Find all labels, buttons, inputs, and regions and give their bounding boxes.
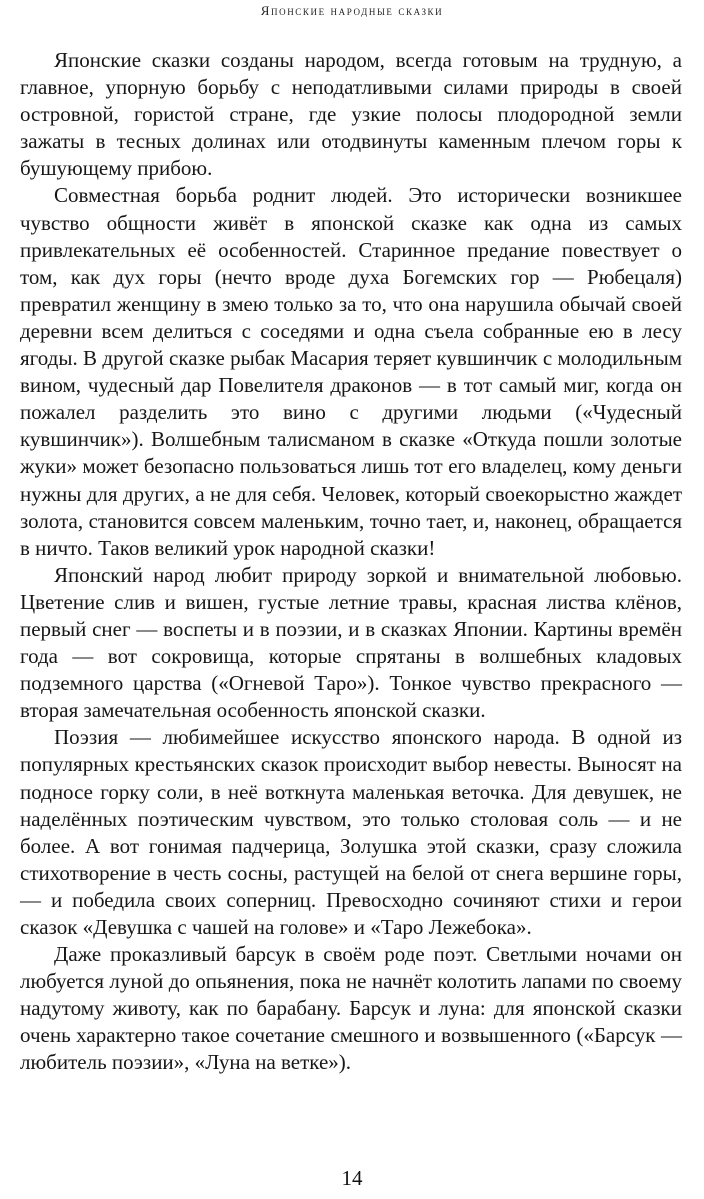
- page-number: 14: [341, 1166, 363, 1190]
- paragraph: Японские сказки созданы народом, всегда готовым на трудную, а главное, упорную борьбу с неподатливыми силами природы в своей островной, гористой стране, где узкие полосы плодородной земли зажаты в тесных долинах или отодвинуты каменным плечом горы к бушующему прибою.: [20, 48, 682, 181]
- paragraph: Поэзия — любимейшее искусство японского народа. В одной из популярных крестьянских сказок происходит выбор невесты. Выносят на подносе горку соли, в неё воткнута маленькая веточка. Для девушек, не наделённых поэтическим чувством, это только столовая соль — и не более. А вот гонимая падчерица, Золушка этой сказки, сразу сложила стихотворение в честь сосны, растущей на белой от снега вершине горы, — и победила своих соперниц. Превосходно сочиняют стихи и герои сказок «Девушка с чашей на голове» и «Таро Лежебока».: [20, 725, 682, 939]
- paragraph: Совместная борьба роднит людей. Это исторически возникшее чувство общности живёт в японской сказке как одна из самых привлекательных её особенностей. Старинное предание повествует о том, как дух горы (нечто вроде духа Богемских гор — Рюбецаля) превратил женщину в змею только за то, что она нарушила обычай своей деревни всем делиться с соседями и одна съела собранные ею в лесу ягоды. В другой сказке рыбак Масария теряет кувшинчик с молодильным вином, чудесный дар Повелителя драконов — в тот самый миг, когда он пожалел разделить это вино с другими людьми («Чудесный кувшинчик»). Волшебным талисманом в сказке «Откуда пошли золотые жуки» может безопасно пользоваться лишь тот его владелец, кому деньги нужны для других, а не для себя. Человек, который своекорыстно жаждет золота, становится совсем маленьким, точно тает, и, наконец, обращается в ничто. Таков великий урок народной сказки!: [20, 183, 682, 560]
- paragraph: Японский народ любит природу зоркой и внимательной любовью. Цветение слив и вишен, густые летние травы, красная листва клёнов, первый снег — воспеты и в поэзии, и в сказках Японии. Картины времён года — вот сокровища, которые спрятаны в волшебных кладовых подземного царства («Огневой Таро»). Тонкое чувство прекрасного — вторая замечательная особенность японской сказки.: [20, 562, 682, 723]
- paragraph: Даже проказливый барсук в своём роде поэт. Светлыми ночами он любуется луной до опьянения, пока не начнёт колотить лапами по своему надутому животу, как по барабану. Барсук и луна: для японской сказки очень характерно такое сочетание смешного и возвышенного («Барсук — любитель поэзии», «Луна на ветке»).: [20, 942, 682, 1075]
- running-head: Японские народные сказки: [260, 3, 444, 18]
- body-text: [20, 47, 682, 1077]
